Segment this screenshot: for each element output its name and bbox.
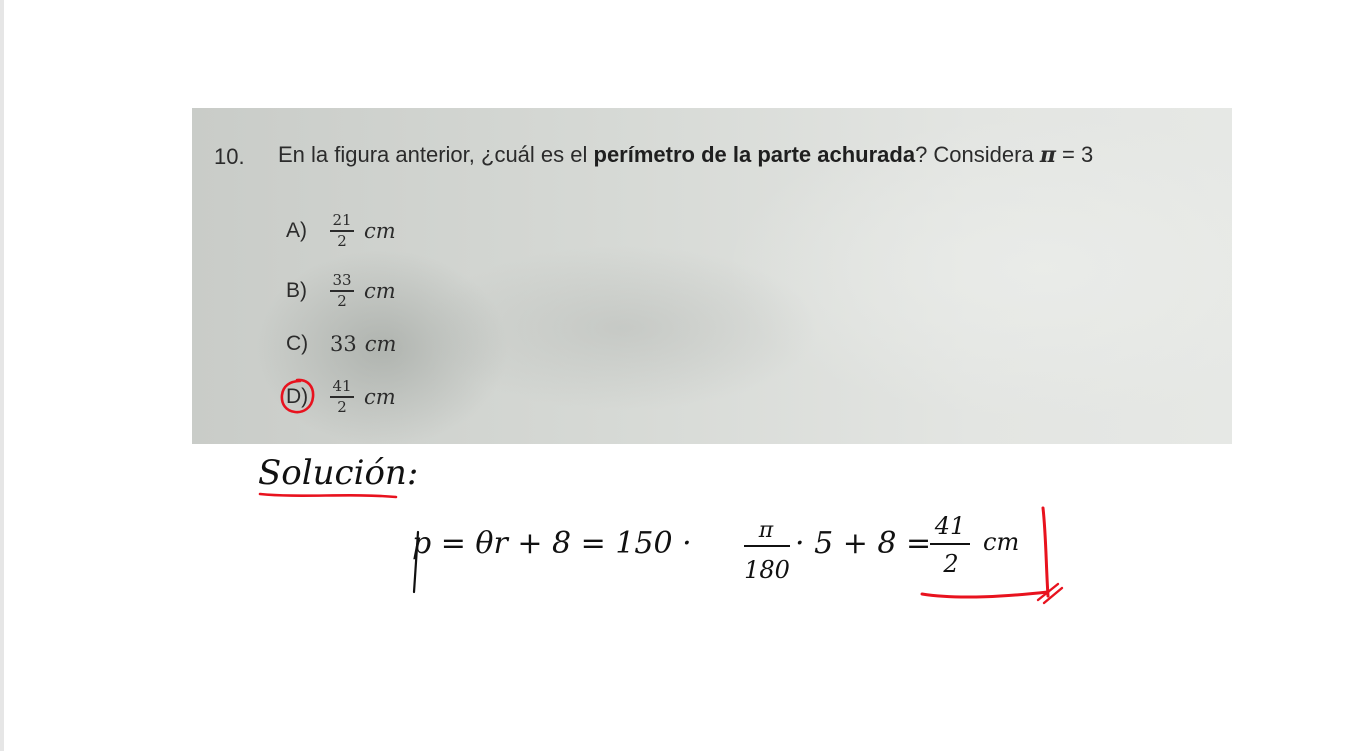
option-unit: cm: [364, 219, 396, 243]
pi-value: = 3: [1055, 142, 1094, 167]
result-numerator: 41: [934, 512, 966, 540]
formula-middle: · 5 + 8 =: [795, 526, 932, 561]
result-unit: cm: [983, 528, 1020, 556]
option-letter: B): [286, 279, 307, 302]
question-number: 10.: [214, 144, 245, 169]
question-text-bold: perímetro de la parte achurada: [593, 142, 916, 167]
option-letter: C): [286, 332, 309, 355]
fraction-numerator: 41: [332, 376, 352, 395]
answer-box-right: [1043, 508, 1048, 596]
result-denominator: 2: [943, 550, 959, 578]
fraction-denominator: 2: [337, 397, 347, 416]
pi-symbol: π: [1039, 142, 1056, 168]
formula-start: p = θr + 8 = 150 ·: [412, 526, 692, 561]
option-unit: cm: [364, 385, 396, 409]
question-text-end: ? Considera: [915, 142, 1040, 167]
answer-box-bottom: [922, 592, 1048, 597]
solution-underline: [260, 494, 396, 497]
option-unit: cm: [364, 279, 396, 303]
option-letter: A): [286, 219, 307, 242]
option-unit: cm: [364, 332, 397, 356]
fraction-denominator: 2: [337, 231, 347, 250]
fraction-numerator: 33: [332, 270, 352, 289]
pi-fraction-numerator: π: [758, 518, 774, 543]
solution-label: Solución:: [258, 453, 419, 493]
fraction-numerator: 21: [332, 210, 352, 229]
option-value: 33: [330, 332, 357, 356]
option-letter: D): [286, 385, 309, 408]
fraction-denominator: 2: [337, 291, 347, 310]
pi-fraction-denominator: 180: [744, 556, 790, 584]
question-text-start: En la figura anterior, ¿cuál es el: [278, 142, 594, 167]
